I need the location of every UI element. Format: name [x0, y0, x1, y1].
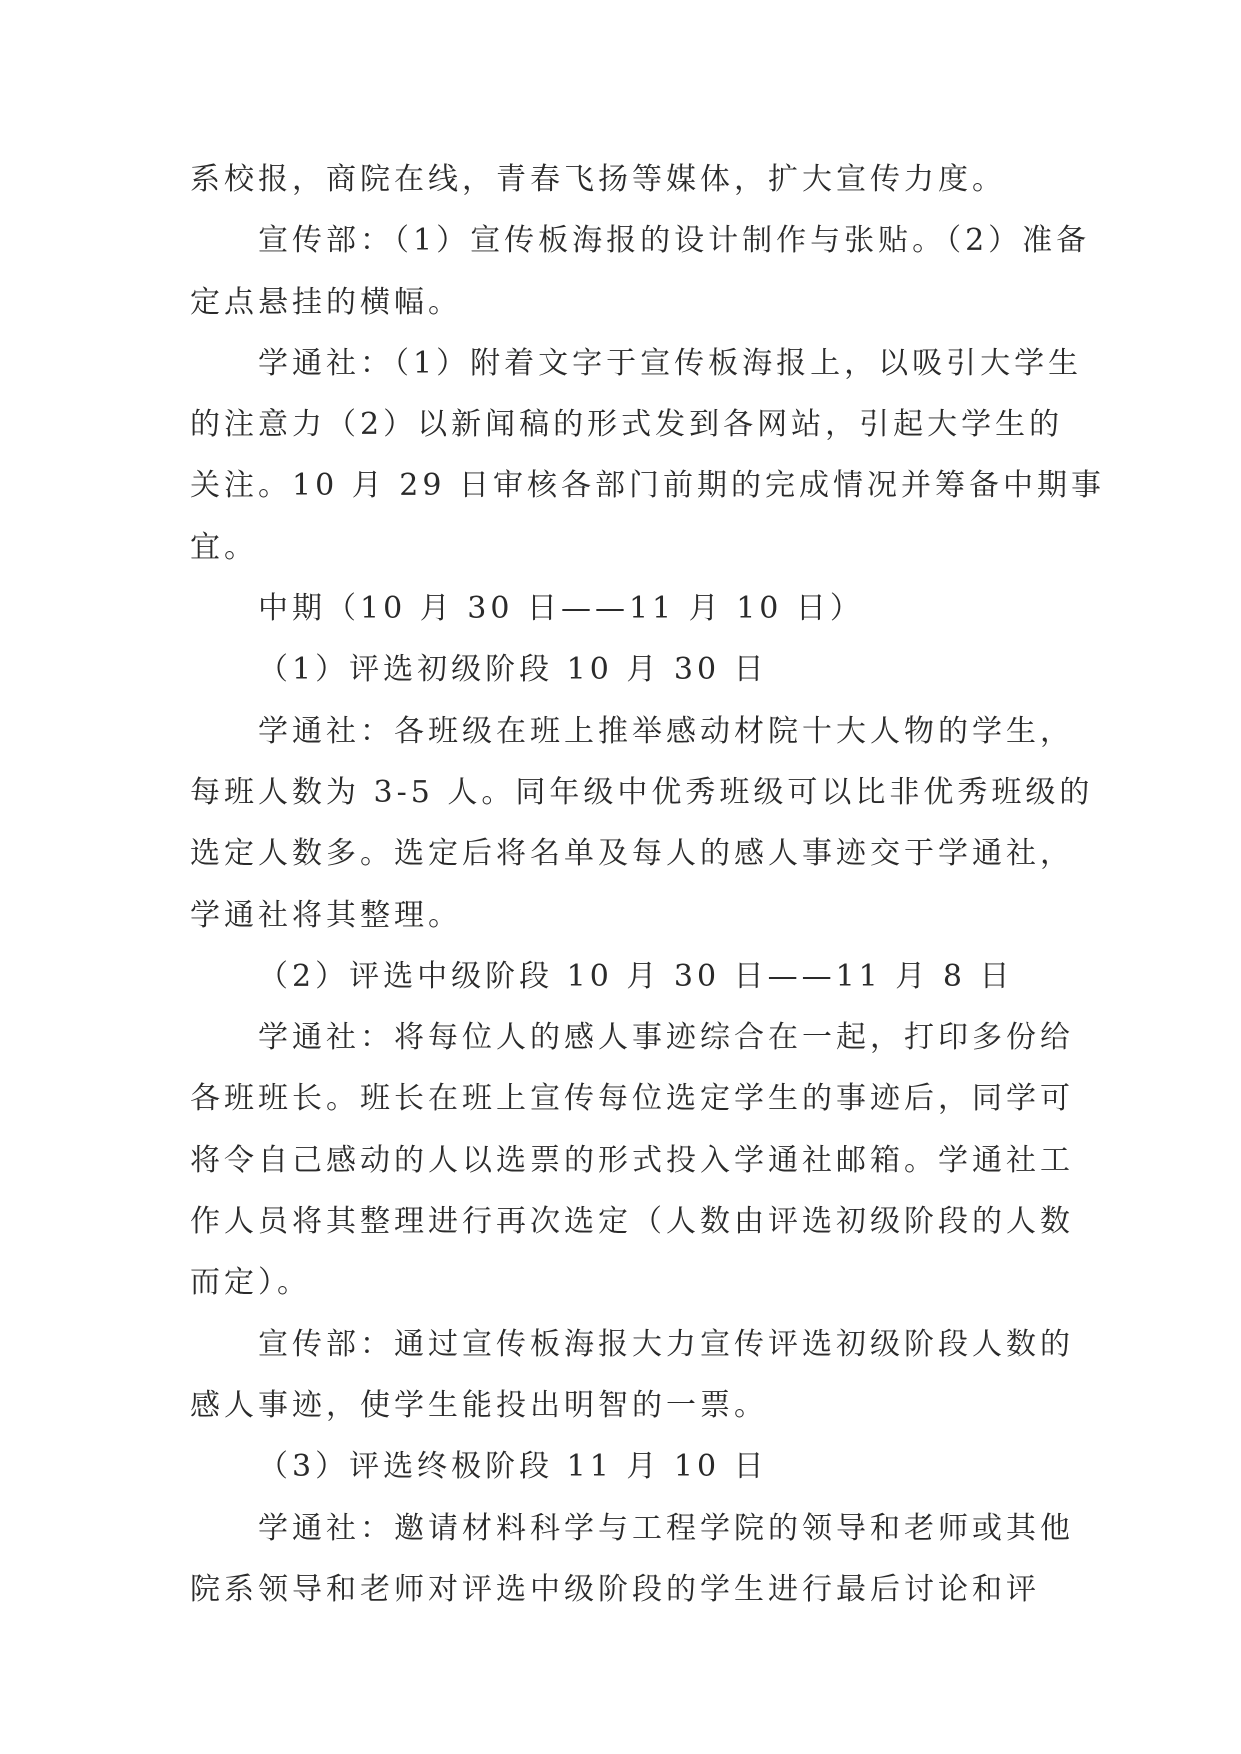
text-line: 而定）。 — [190, 1265, 311, 1301]
text-line: 系校报，商院在线，青春飞扬等媒体，扩大宣传力度。 — [190, 162, 1006, 197]
text-line: 宣传部：通过宣传板海报大力宣传评选初级阶段人数的 — [258, 1326, 1074, 1362]
text-line: 关注。10 月 29 日审核各部门前期的完成情况并筹备中期事 — [190, 468, 1105, 504]
text-line: 各班班长。班长在班上宣传每位选定学生的事迹后，同学可 — [190, 1081, 1074, 1117]
text-line: 选定人数多。选定后将名单及每人的感人事迹交于学通社， — [190, 836, 1074, 872]
sub-heading: （1）评选初级阶段 10 月 30 日 — [258, 652, 768, 688]
text-line: 宣传部：（1）宣传板海报的设计制作与张贴。（2）准备 — [258, 223, 1091, 259]
text-line: 将令自己感动的人以选票的形式投入学通社邮箱。学通社工 — [190, 1142, 1074, 1178]
sub-heading: （3）评选终极阶段 11 月 10 日 — [258, 1449, 768, 1485]
text-line: 每班人数为 3-5 人。同年级中优秀班级可以比非优秀班级的 — [190, 774, 1094, 810]
text-line: 学通社：（1）附着文字于宣传板海报上，以吸引大学生 — [258, 345, 1083, 381]
section-heading: 中期（10 月 30 日——11 月 10 日） — [258, 591, 864, 627]
text-line: 学通社：邀请材料科学与工程学院的领导和老师或其他 — [258, 1510, 1074, 1546]
document-body — [190, 161, 1105, 1632]
text-line: 作人员将其整理进行再次选定（人数由评选初级阶段的人数 — [190, 1204, 1074, 1240]
text-line: 学通社：各班级在班上推举感动材院十大人物的学生， — [258, 713, 1074, 749]
text-line: 的注意力（2）以新闻稿的形式发到各网站，引起大学生的 — [190, 407, 1064, 443]
text-line: 定点悬挂的横幅。 — [190, 284, 462, 320]
text-line: 学通社将其整理。 — [190, 897, 462, 933]
text-line: 院系领导和老师对评选中级阶段的学生进行最后讨论和评 — [190, 1571, 1040, 1607]
sub-heading: （2）评选中级阶段 10 月 30 日——11 月 8 日 — [258, 958, 1014, 994]
text-line: 宜。 — [190, 529, 258, 565]
text-line: 学通社：将每位人的感人事迹综合在一起，打印多份给 — [258, 1020, 1074, 1056]
text-line: 感人事迹，使学生能投出明智的一票。 — [190, 1387, 768, 1423]
